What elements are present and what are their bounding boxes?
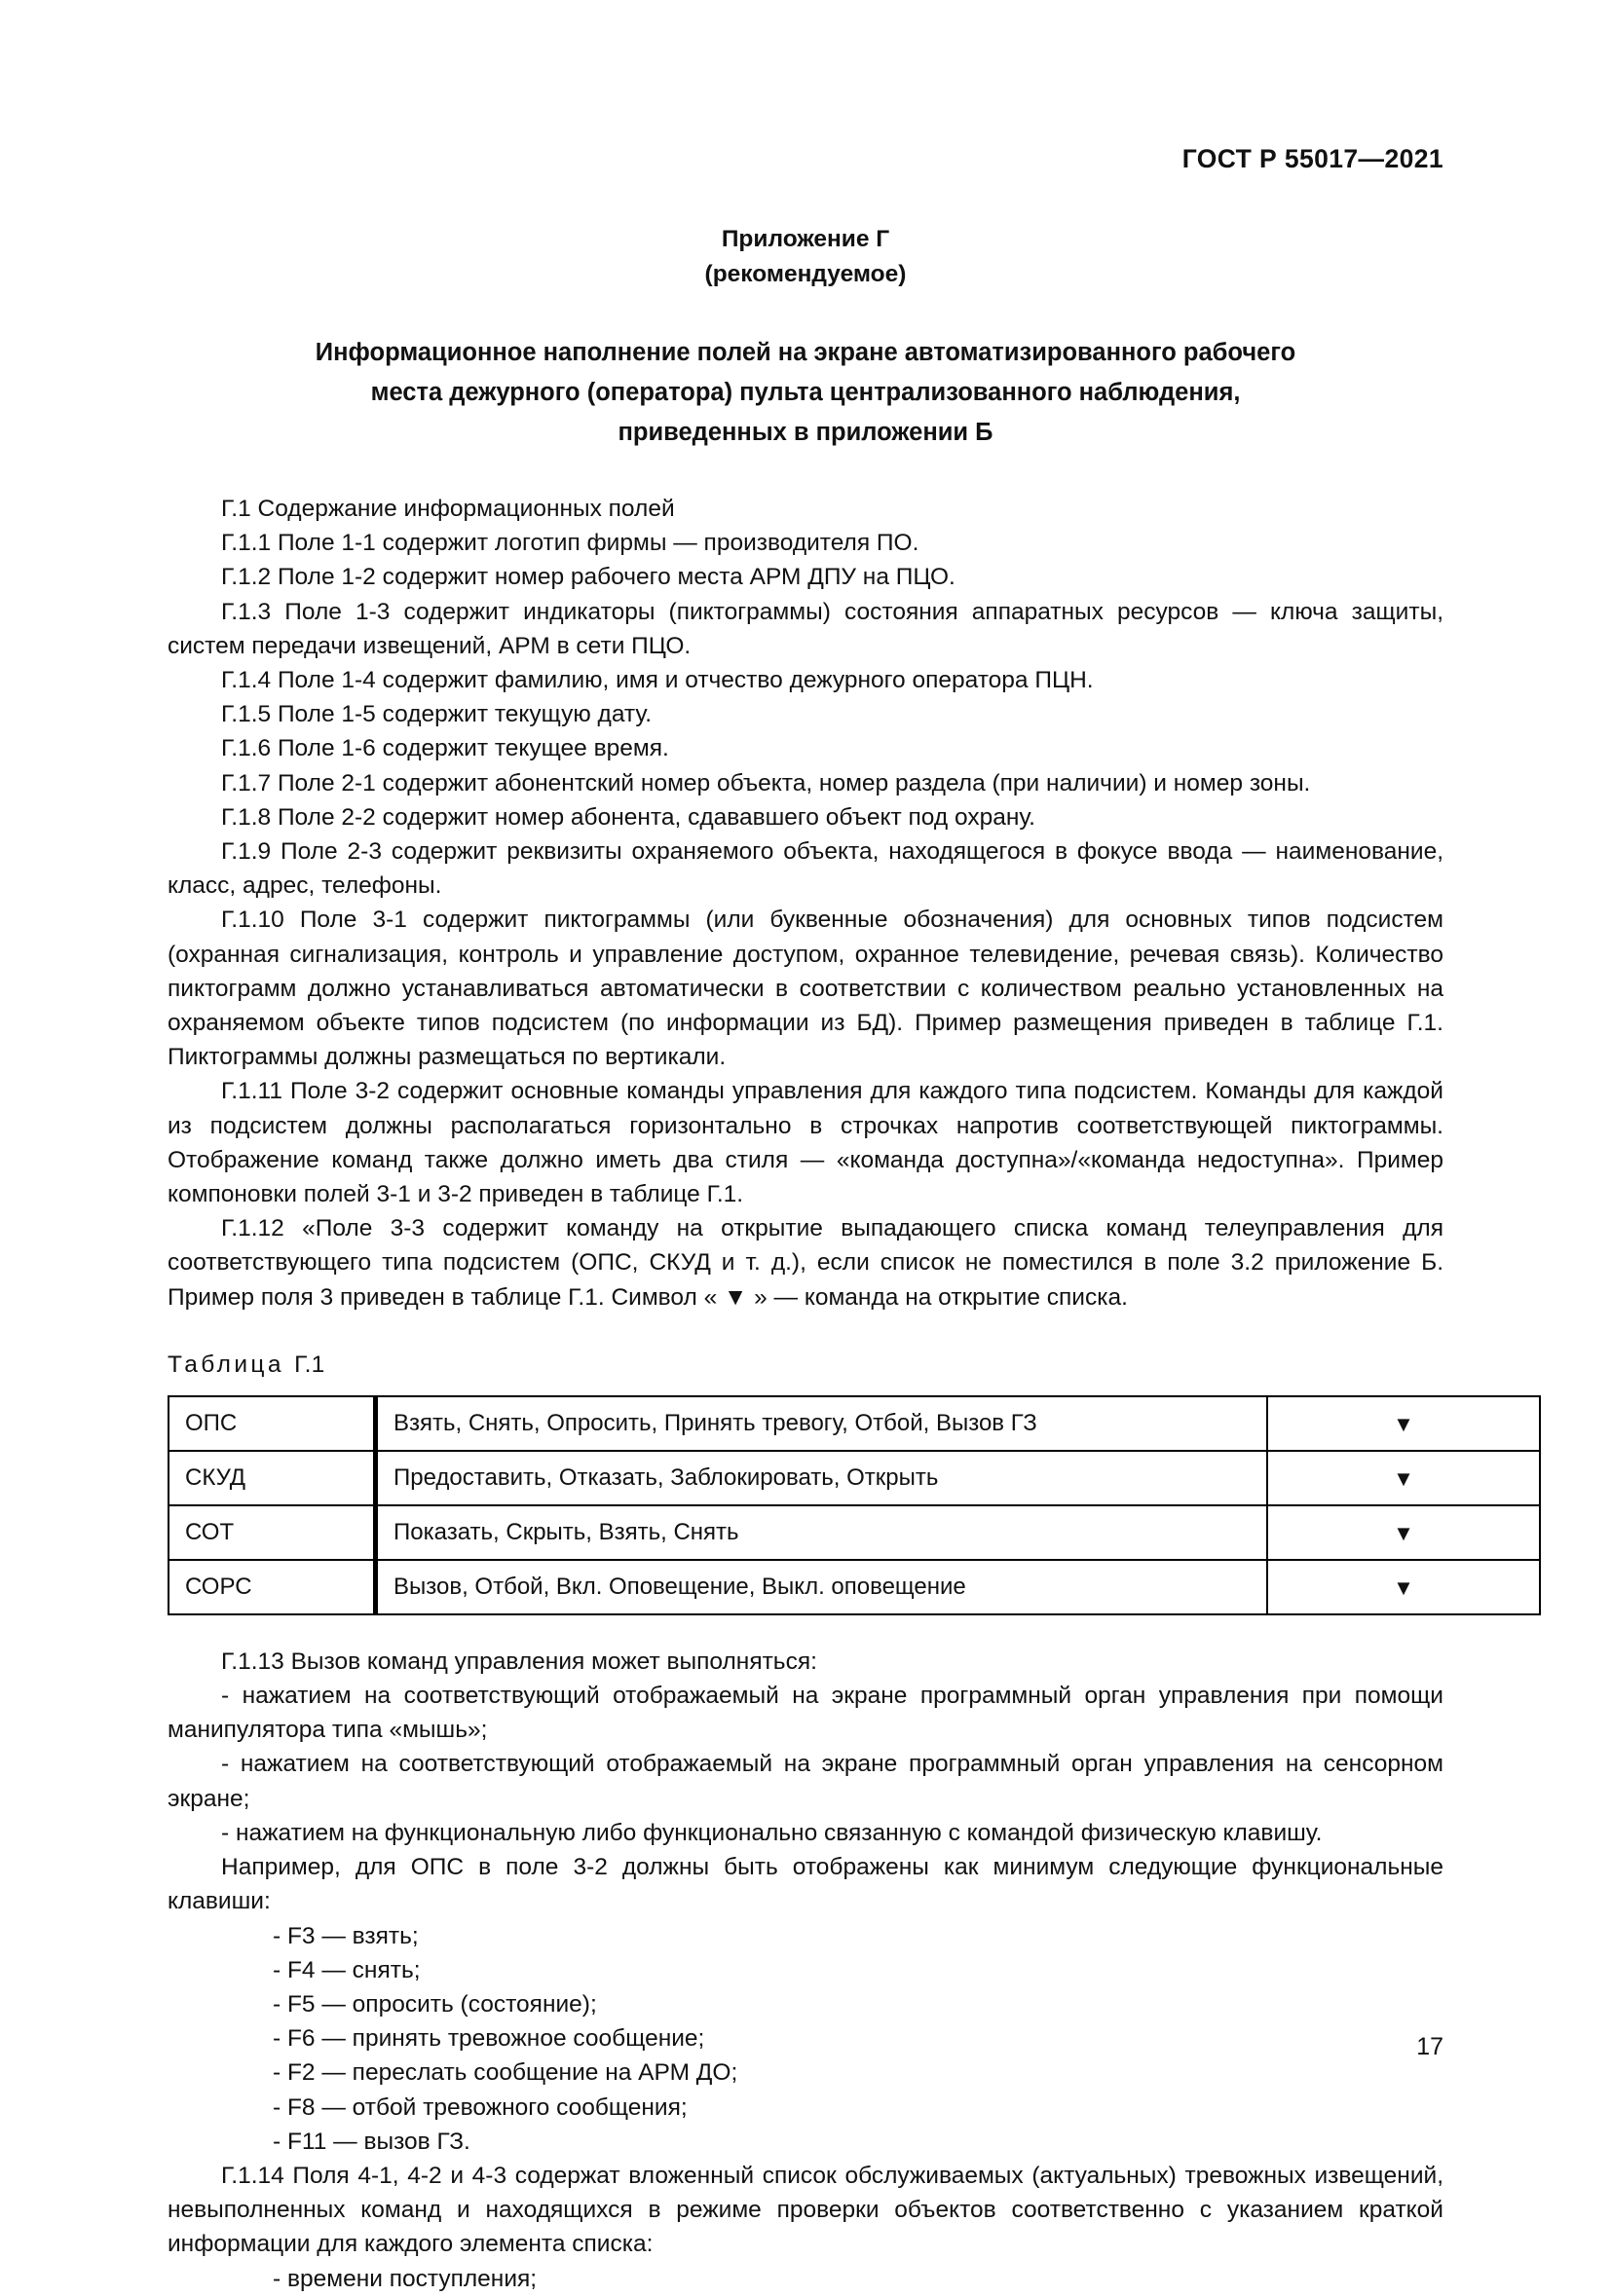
table-cell-dropdown[interactable] (1267, 1451, 1540, 1505)
table-caption-number: Г.1 (294, 1351, 325, 1378)
table-cell-commands: Предоставить, Отказать, Заблокировать, Открыть (377, 1451, 1267, 1505)
table-cell-dropdown[interactable] (1267, 1560, 1540, 1614)
table-cell-subsystem-type: СКУД (169, 1451, 377, 1505)
appendix-title-line-1: Информационное наполнение полей на экране автоматизированного рабочего (315, 339, 1296, 366)
table-row (169, 1451, 1540, 1505)
paragraph-g1-13-item-physical-key: - нажатием на функциональную либо функционально связанную с командой физическую клавишу. (221, 1819, 1323, 1846)
function-key-item-f8: - F8 — отбой тревожного сообщения; (273, 2093, 688, 2121)
table-cell-subsystem-type: СОТ (169, 1505, 377, 1560)
function-key-item-f5: - F5 — опросить (состояние); (273, 1990, 597, 2018)
page-content (168, 222, 1443, 2296)
paragraph-g1-12: Г.1.12 «Поле 3-3 содержит команду на открытие выпадающего списка команд телеуправления для соответствующего типа подсистем (ОПС, СКУД и т. д.), если список не поместился в поле 3.2 приложение Б. Пример поля 3 приведен в таблице Г.1. Символ « ▼ » — команда на открытие списка. (168, 1215, 1443, 1311)
paragraph-g1-13-item-touchscreen: - нажатием на соответствующий отображаемый на экране программный орган управления на сенсорном экране; (168, 1751, 1443, 1812)
paragraph-g1-5: Г.1.5 Поле 1-5 содержит текущую дату. (221, 701, 653, 728)
paragraph-g1-13: Г.1.13 Вызов команд управления может выполняться: (221, 1648, 817, 1675)
paragraph-g1-1: Г.1.1 Поле 1-1 содержит логотип фирмы — производителя ПО. (221, 530, 919, 557)
chevron-down-icon[interactable]: ▼ (1393, 1520, 1414, 1545)
table-cell-dropdown[interactable] (1267, 1505, 1540, 1560)
function-key-item-f6: - F6 — принять тревожное сообщение; (273, 2025, 705, 2053)
paragraph-g1-3: Г.1.3 Поле 1-3 содержит индикаторы (пиктограммы) состояния аппаратных ресурсов — ключа защиты, систем передачи извещений, АРМ в сети ПЦО. (168, 598, 1443, 659)
paragraph-example-intro: Например, для ОПС в поле 3-2 должны быть отображены как минимум следующие функциональные клавиши: (168, 1854, 1443, 1915)
paragraph-g1-14-item-arrival-time: - времени поступления; (273, 2265, 538, 2292)
appendix-title-line-3: приведенных в приложении Б (618, 419, 993, 446)
paragraph-g1-14: Г.1.14 Поля 4-1, 4-2 и 4-3 содержат вложенный список обслуживаемых (актуальных) тревожных извещений, невыполненных команд и находящихся в режиме проверки объектов соответственно с указанием краткой информации для каждого элемента списка: (168, 2162, 1443, 2258)
paragraph-g1-9: Г.1.9 Поле 2-3 содержит реквизиты охраняемого объекта, находящегося в фокусе ввода — наименование, класс, адрес, телефоны. (168, 838, 1443, 900)
paragraph-g1-2: Г.1.2 Поле 1-2 содержит номер рабочего места АРМ ДПУ на ПЦО. (221, 564, 955, 591)
spacer-after-table (168, 1615, 1443, 1645)
chevron-down-icon[interactable]: ▼ (1393, 1574, 1414, 1600)
table-cell-dropdown[interactable] (1267, 1396, 1540, 1451)
document-header-standard-number: ГОСТ Р 55017—2021 (1181, 144, 1443, 173)
paragraph-g1: Г.1 Содержание информационных полей (221, 496, 675, 522)
paragraph-g1-10: Г.1.10 Поле 3-1 содержит пиктограммы (или буквенные обозначения) для основных типов подсистем (охранная сигнализация, контроль и управление доступом, охранное телевидение, речевая связь). Количество пиктограмм должно устанавливаться автоматически в соответствии с количеством реально установленных на охраняемом объекте типов подсистем (по информации из БД). Пример размещения приведен в таблице Г.1. Пиктограммы должны размещаться по вертикали. (168, 907, 1443, 1071)
table-caption (168, 1352, 1443, 1379)
paragraph-g1-6: Г.1.6 Поле 1-6 содержит текущее время. (221, 735, 669, 762)
paragraph-g1-4: Г.1.4 Поле 1-4 содержит фамилию, имя и отчество дежурного оператора ПЦН. (221, 667, 1094, 694)
table-row (169, 1560, 1540, 1614)
paragraph-g1-13-item-mouse: - нажатием на соответствующий отображаемый на экране программный орган управления при помощи манипулятора типа «мышь»; (168, 1683, 1443, 1744)
paragraph-g1-11: Г.1.11 Поле 3-2 содержит основные команды управления для каждого типа подсистем. Команды для каждой из подсистем должны располагаться горизонтально в строчках напротив соответствующей пиктограммы. Отображение команд также должно иметь два стиля — «команда доступна»/«команда недоступна». Пример компоновки полей 3-1 и 3-2 приведен в таблице Г.1. (168, 1078, 1443, 1208)
appendix-title (168, 333, 1443, 453)
table-cell-subsystem-type: ОПС (169, 1396, 377, 1451)
chevron-down-icon[interactable]: ▼ (1393, 1465, 1414, 1491)
table-caption-label: Таблица (168, 1351, 284, 1378)
chevron-down-icon[interactable]: ▼ (1393, 1411, 1414, 1436)
paragraph-g1-8: Г.1.8 Поле 2-2 содержит номер абонента, сдававшего объект под охрану. (221, 803, 1035, 831)
table-g1 (168, 1395, 1541, 1615)
function-key-item-f2: - F2 — переслать сообщение на АРМ ДО; (273, 2059, 738, 2087)
page-number: 17 (1416, 2033, 1443, 2060)
body-text-block (168, 492, 1443, 2296)
appendix-heading (168, 222, 1443, 292)
function-key-item-f11: - F11 — вызов ГЗ. (273, 2128, 470, 2155)
function-key-item-f4: - F4 — снять; (273, 1956, 421, 1983)
table-cell-commands: Вызов, Отбой, Вкл. Оповещение, Выкл. оповещение (377, 1560, 1267, 1614)
table-cell-commands: Показать, Скрыть, Взять, Снять (377, 1505, 1267, 1560)
appendix-label: Приложение Г (721, 226, 890, 252)
table-cell-commands: Взять, Снять, Опросить, Принять тревогу, Отбой, Вызов ГЗ (377, 1396, 1267, 1451)
table-g1-wrapper (168, 1395, 1443, 1615)
appendix-status: (рекомендуемое) (704, 261, 907, 287)
table-row (169, 1396, 1540, 1451)
function-key-item-f3: - F3 — взять; (273, 1922, 419, 1949)
table-cell-subsystem-type: СОРС (169, 1560, 377, 1614)
paragraph-g1-7: Г.1.7 Поле 2-1 содержит абонентский номер объекта, номер раздела (при наличии) и номер зоны. (221, 769, 1311, 796)
appendix-title-line-2: места дежурного (оператора) пульта централизованного наблюдения, (370, 379, 1241, 406)
table-row (169, 1505, 1540, 1560)
